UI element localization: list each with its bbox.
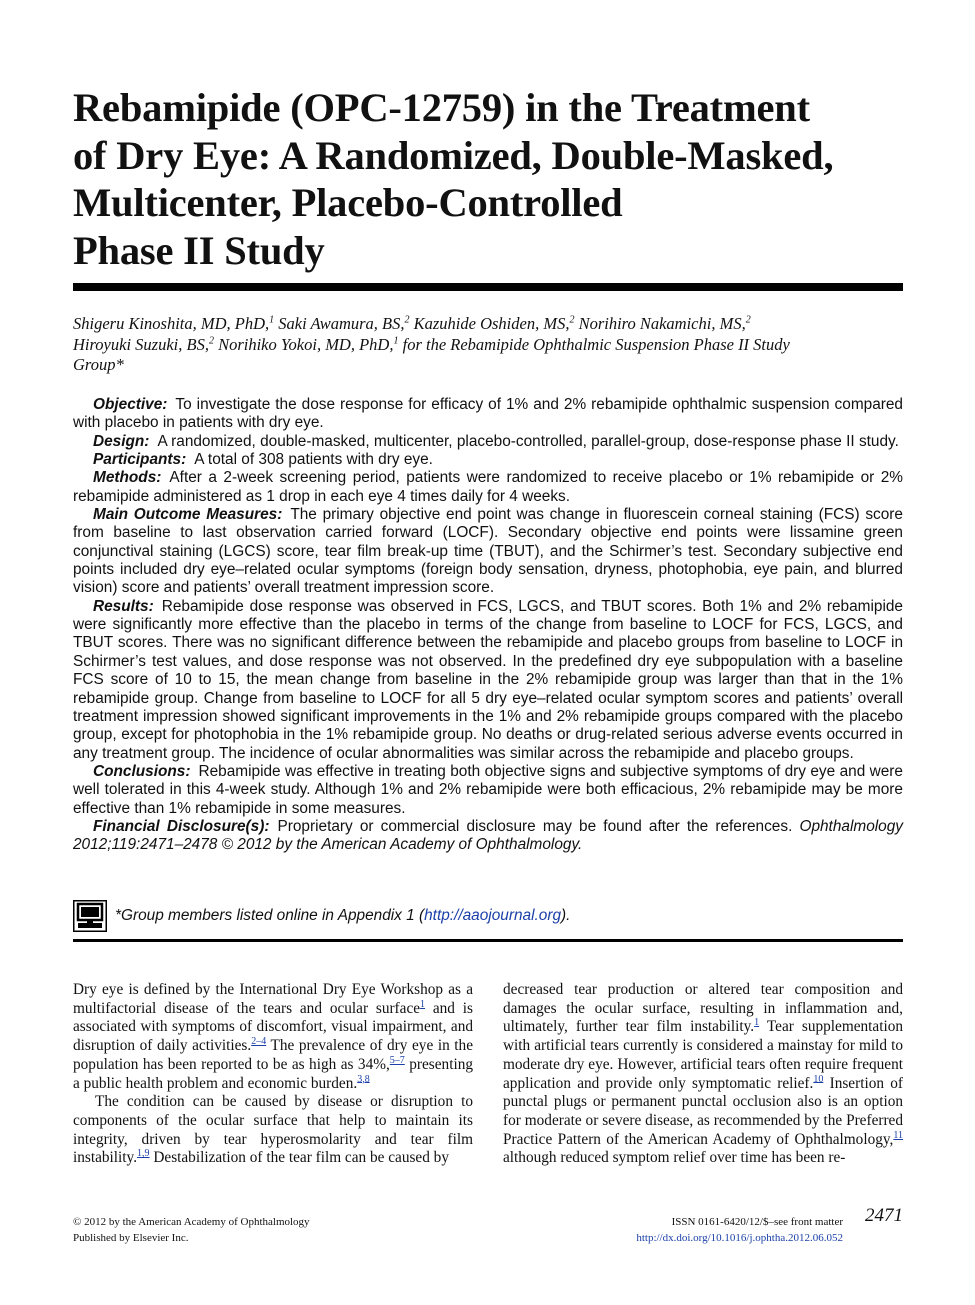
- title-divider: [73, 283, 903, 291]
- author-name: Kazuhide Oshiden, MS,: [409, 314, 570, 333]
- reference-link[interactable]: 5–7: [389, 1054, 405, 1066]
- reference-link[interactable]: 10: [813, 1073, 824, 1085]
- page-number: 2471: [865, 1205, 903, 1226]
- author-name: Norihiro Nakamichi, MS,: [574, 314, 746, 333]
- online-appendix-note: [73, 900, 903, 934]
- abstract-text: The primary objective end point was change in fluorescein corneal staining (FCS) score from baseline to last observation carried forward (LOCF). Secondary objective end points were lissamine green conjunctival staining (LGCS) score, tear film break-up time (TBUT), and the Schirmer’s test. Secondary subjective end points included dry eye–related ocular symptoms (foreign body sensation, dryness, photophobia, eye pain, and blurred vision) score and patients’ overall treatment impression score.: [73, 506, 903, 597]
- reference-link[interactable]: 11: [893, 1129, 903, 1141]
- abstract-methods: [73, 469, 903, 506]
- abstract-label: Results:: [93, 597, 154, 615]
- abstract: [73, 396, 903, 855]
- abstract-text: Proprietary or commercial disclosure may be found after the references.: [277, 817, 793, 835]
- abstract-participants: [73, 451, 903, 469]
- body-paragraph: decreased tear production or altered tear composition and damages the ocular surface, resulting in inflammation and, ultimately, further tear film instability.$^1$ Tear supplementation with artificial tears currently is considered a mainstay for mild to moderate dry eye. However, artificial tears often require frequent application and provide only symptomatic relief.$^{10}$ Insertion of punctal plugs or permanent punctal occlusion also is an option for moderate or severe disease, as recommended by the Preferred Practice Pattern of the American Academy of Ophthalmology,$^{11}$ although reduced symptom relief over time has been re-: [503, 981, 903, 1167]
- title-line: Multicenter, Placebo-Controlled: [73, 180, 623, 225]
- body-column-right: [503, 981, 903, 1168]
- abstract-label: Participants:: [93, 451, 187, 469]
- abstract-label: Design:: [93, 432, 150, 450]
- author-list: [73, 314, 903, 376]
- abstract-results: [73, 598, 903, 763]
- affiliation-mark: 2: [404, 314, 410, 326]
- author-line: Group*: [73, 355, 124, 374]
- abstract-text: Rebamipide dose response was observed in FCS, LGCS, and TBUT scores. Both 1% and 2% rebamipide were significantly more effective than the placebo in terms of the change from baseline to LOCF for FCS, LGCS, and TBUT scores. There was no significant difference between the rebamipide and placebo groups from baseline to LOCF in Schirmer’s test values, and dose response was not observed. In the predefined dry eye subpopulation with a baseline FCS score of 10 to 15, the mean change from baseline in the 2% rebamipide group was larger than that in the 1% rebamipide group. Change from baseline to LOCF for all 5 dry eye–related ocular symptom scores and patients’ overall treatment impression showed significant improvements in the 1% and 2% rebamipide groups compared with the placebo group, except for photophobia in the 1% rebamipide group. No deaths or drug-related serious adverse events occurred in any treatment group. The incidence of ocular abnormalities was similar across the rebamipide and placebo groups.: [73, 597, 903, 762]
- abstract-text: A randomized, double-masked, multicenter, placebo-controlled, parallel-group, dose-response phase II study.: [157, 432, 899, 450]
- abstract-label: Methods:: [93, 469, 162, 487]
- affiliation-mark: 2: [745, 314, 751, 326]
- abstract-objective: [73, 396, 903, 433]
- abstract-label: Financial Disclosure(s):: [93, 817, 270, 835]
- footer-right: [636, 1215, 843, 1246]
- affiliation-mark: 2: [208, 335, 214, 346]
- title-line: of Dry Eye: A Randomized, Double-Masked,: [73, 132, 834, 178]
- abstract-label: Conclusions:: [93, 762, 191, 780]
- abstract-disclosure: [73, 818, 903, 855]
- appendix-text: *Group members listed online in Appendix 1 (http://aaojournal.org).: [115, 907, 571, 924]
- author-name: Hiroyuki Suzuki, BS,: [73, 334, 209, 354]
- body-paragraph: The condition can be caused by disease or disruption to components of the ocular surface that help to maintain its integrity, driven by tear hyperosmolarity and tear film instability.$^{1,9}$ Destabilization of the tear film can be caused by: [73, 1093, 473, 1167]
- appendix-link[interactable]: http://aaojournal.org: [424, 907, 562, 924]
- affiliation-mark: 1: [393, 335, 399, 346]
- author-name: Saki Awamura, BS,: [274, 314, 405, 333]
- abstract-outcome-measures: [73, 506, 903, 598]
- doi-link[interactable]: http://dx.doi.org/10.1016/j.ophtha.2012.06.052: [636, 1231, 843, 1244]
- reference-link[interactable]: 1: [754, 1017, 760, 1029]
- reference-link[interactable]: 2–4: [251, 1036, 267, 1048]
- study-group: for the Rebamipide Ophthalmic Suspension Phase II Study: [398, 334, 790, 354]
- author-line: [73, 314, 903, 335]
- copyright-notice: © 2012 by the American Academy of Ophthalmology: [73, 1216, 310, 1228]
- body-column-left: [73, 981, 473, 1168]
- abstract-label: Main Outcome Measures:: [93, 506, 283, 524]
- author-name: Norihiko Yokoi, MD, PhD,: [213, 334, 394, 354]
- abstract-text: To investigate the dose response for efficacy of 1% and 2% rebamipide ophthalmic suspension compared with placebo in patients with dry eye.: [73, 396, 903, 432]
- article-title: [73, 84, 903, 274]
- affiliation-mark: 1: [269, 314, 275, 326]
- computer-monitor-icon: [73, 900, 107, 932]
- title-line: Rebamipide (OPC-12759) in the Treatment: [73, 85, 810, 130]
- abstract-design: [73, 433, 903, 451]
- reference-link[interactable]: 1,9: [137, 1148, 150, 1160]
- publisher-notice: Published by Elsevier Inc.: [73, 1231, 189, 1244]
- abstract-conclusions: [73, 763, 903, 818]
- journal-citation: Ophthalmology 2012;119:2471–2478 © 2012 by the American Academy of Ophthalmology.: [73, 817, 903, 854]
- reference-link[interactable]: 1: [420, 998, 426, 1010]
- footer-left: [73, 1215, 310, 1246]
- title-line: Phase II Study: [73, 227, 325, 273]
- issn-notice: ISSN 0161-6420/12/$–see front matter: [671, 1216, 843, 1228]
- affiliation-mark: 2: [569, 314, 575, 326]
- abstract-divider: [73, 939, 903, 942]
- reference-link[interactable]: 3,8: [357, 1073, 370, 1085]
- abstract-text: A total of 308 patients with dry eye.: [194, 451, 433, 469]
- abstract-text: Rebamipide was effective in treating both objective signs and subjective symptoms of dry eye and were well tolerated in this 4-week study. Although 1% and 2% rebamipide were both efficacious, 2% rebamipide may be more effective than 1% rebamipide in some measures.: [73, 762, 903, 817]
- body-paragraph: Dry eye is defined by the International Dry Eye Workshop as a multifactorial disease of the tears and ocular surface$^1$ and is associated with symptoms of discomfort, visual impairment, and disruption of daily activities.$^{2-4}$ The prevalence of dry eye in the population has been reported to be as high as 34%,$^{5-7}$ presenting a public health problem and economic burden.$^{3,8}$: [73, 981, 473, 1092]
- author-line: [73, 335, 903, 356]
- author-name: Shigeru Kinoshita, MD, PhD,: [73, 314, 270, 333]
- abstract-label: Objective:: [93, 396, 168, 413]
- abstract-text: After a 2-week screening period, patients were randomized to receive placebo or 1% rebamipide or 2% rebamipide administered as 1 drop in each eye 4 times daily for 4 weeks.: [73, 469, 903, 505]
